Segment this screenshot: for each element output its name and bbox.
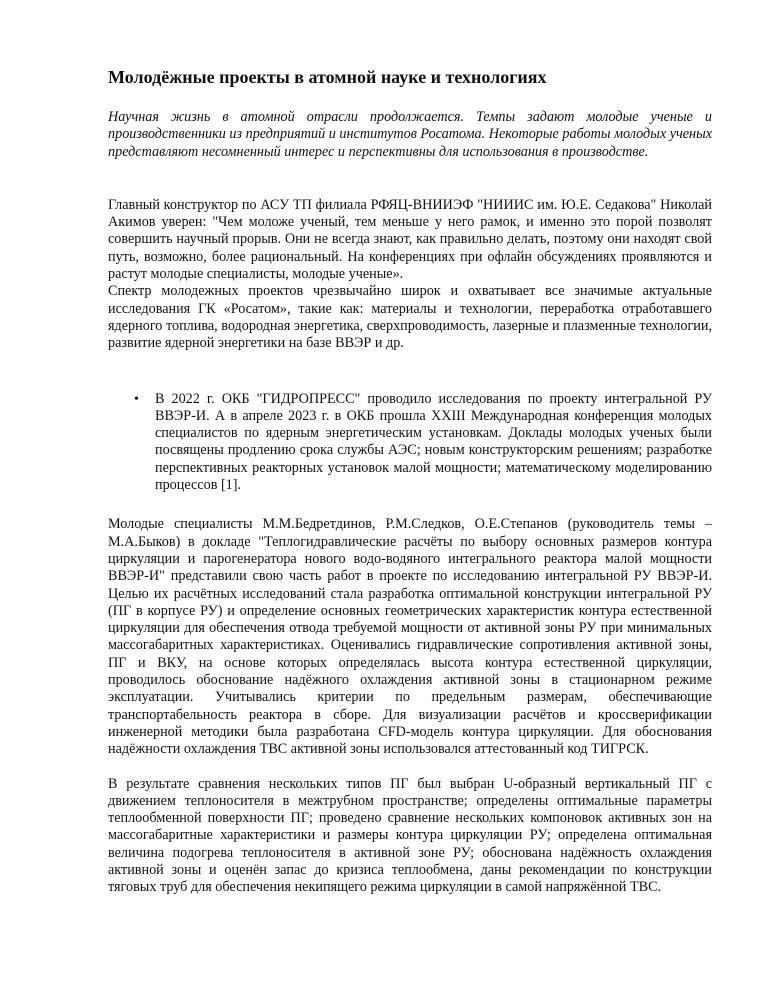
bullet-icon: • [134, 391, 139, 407]
bullet-list [108, 391, 712, 495]
body-paragraph-project-spectrum: Спектр молодежных проектов чрезвычайно широк и охватывает все значимые актуальные исследования ГК «Росатом», такие как: материалы и технологии, переработка отработавшего ядерного топлива, водородная энергетика, сверхпроводимость, лазерные и плазменные технологии, развитие ядерной энергетики на базе ВВЭР и др. [108, 283, 712, 352]
bullet-text: В 2022 г. ОКБ "ГИДРОПРЕСС" проводило исследования по проекту интегральной РУ ВВЭР-И. А в апреле 2023 г. в ОКБ прошла XXIII Международная конференция молодых специалистов по ядерным энергетическим установкам. Доклады молодых ученых были посвящены продлению срока службы АЭС; новым конструкторским решениям; разработке перспективных реакторных установок малой мощности; математическому моделированию процессов [1]. [155, 390, 712, 494]
body-paragraph-akimov-quote: Главный конструктор по АСУ ТП филиала РФЯЦ-ВНИИЭФ "НИИИС им. Ю.Е. Седакова" Николай Акимов уверен: "Чем моложе ученый, тем меньше у него рамок, и именно это порой позволят совершить научный прорыв. Они не всегда знают, как правильно делать, поэтому они находят свой путь, возможно, более рациональный. На конференциях при офлайн обсуждениях проявляются и растут молодые специалисты, молодые ученые». [108, 196, 712, 283]
list-item [134, 390, 712, 495]
body-paragraph-young-specialists: Молодые специалисты М.М.Бедретдинов, Р.М.Следков, О.Е.Степанов (руководитель темы – М.А.Быков) в докладе "Теплогидравлические расчёты по выбору основных размеров контура циркуляции и парогенератора нового водо-водяного интегрального реактора малой мощности ВВЭР-И" представили свою часть работ в проекте по исследованию интегральной РУ ВВЭР-И. Целью их расчётных исследований стала разработка оптимальной конструкции интегральной РУ (ПГ в корпусе РУ) и определение основных геометрических характеристик контура естественной циркуляции для обеспечения отвода требуемой мощности от активной зоны РУ при минимальных массогабаритных характеристиках. Оценивались гидравлические сопротивления активной зоны, ПГ и ВКУ, на основе которых определялась высота контура естественной циркуляции, проводилось обоснование надёжного охлаждения активной зоны в стационарном режиме эксплуатации. Учитывались критерии по предельным размерам, обеспечивающие транспортабельность реактора в сборе. Для визуализации расчётов и кроссверификации инженерной методики была разработана CFD-модель контура циркуляции. Для обоснования надёжности охлаждения ТВС активной зоны использовался аттестованный код ТИГРСК. [108, 516, 712, 758]
lead-paragraph: Научная жизнь в атомной отрасли продолжается. Темпы задают молодые ученые и производственники из предприятий и институтов Росатома. Некоторые работы молодых ученых представляют несомненный интерес и перспективны для использования в производстве. [108, 109, 712, 160]
body-paragraph-results: В результате сравнения нескольких типов ПГ был выбран U-образный вертикальный ПГ с движением теплоносителя в межтрубном пространстве; определены оптимальные параметры теплообменной поверхности ПГ; проведено сравнение нескольких компоновок активных зон на массогабаритные характеристики и размеры контура циркуляции РУ; определена оптимальная величина подогрева теплоносителя в активной зоне РУ; обоснована надёжность охлаждения активной зоны и оценён запас до кризиса теплообмена, даны рекомендации по конструкции тяговых труб для обеспечения некипящего режима циркуляции в самой напряжённой ТВС. [108, 775, 712, 896]
document-title: Молодёжные проекты в атомной науке и технологиях [108, 67, 547, 87]
